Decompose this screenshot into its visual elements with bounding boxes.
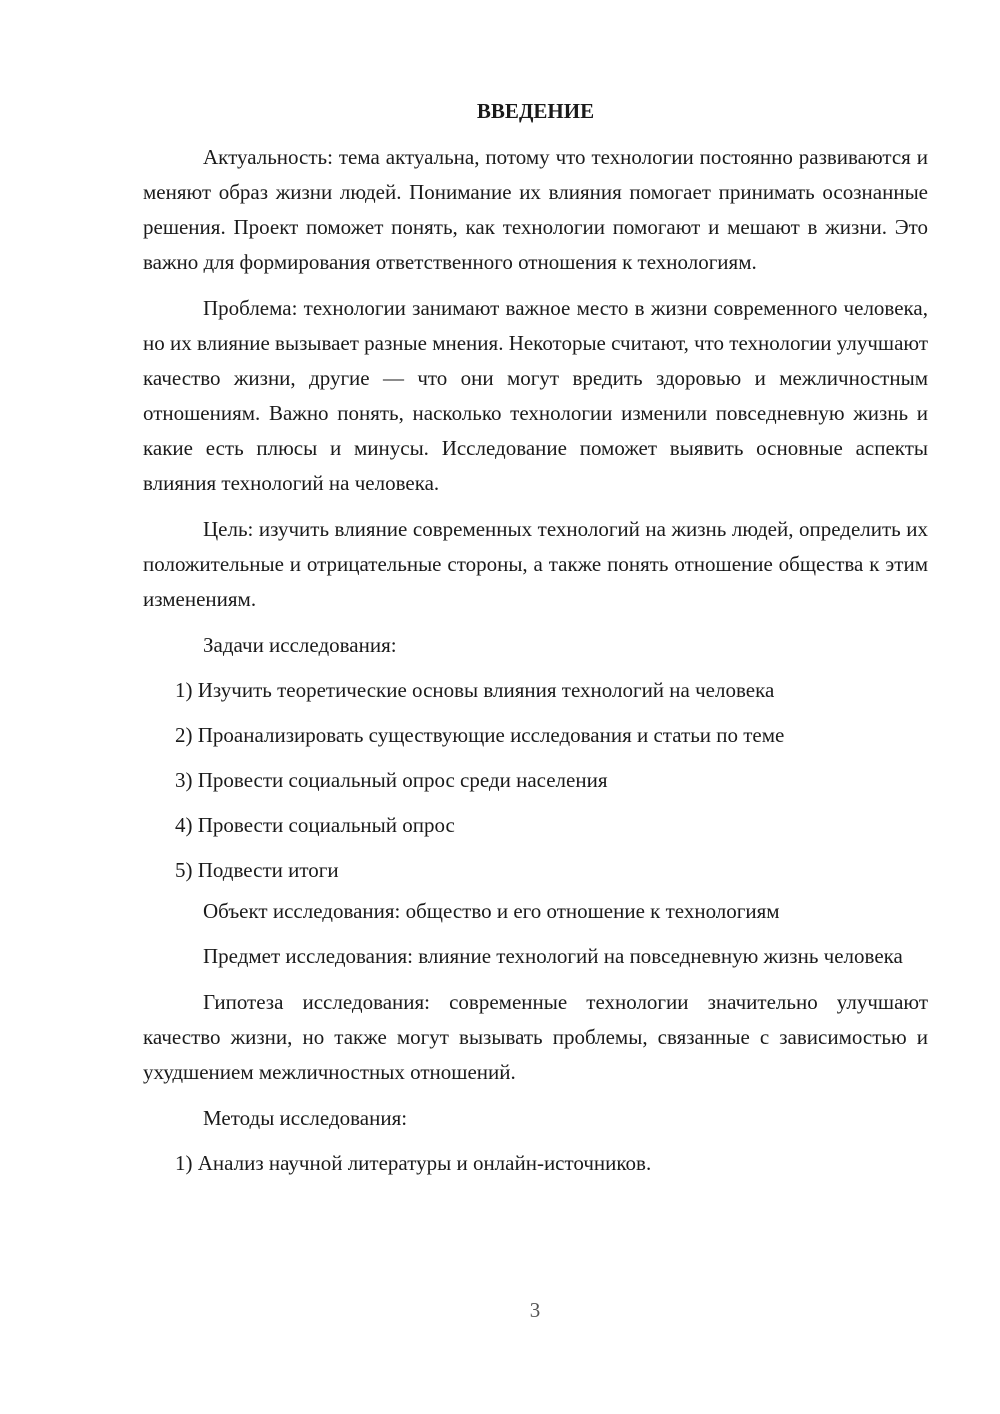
task-item: 5) Подвести итоги (175, 858, 339, 882)
methods-heading: Методы исследования: (203, 1106, 408, 1130)
subject-paragraph: Предмет исследования: влияние технологий на повседневную жизнь человека (203, 944, 903, 968)
section-title: ВВЕДЕНИЕ (476, 99, 595, 123)
task-item: 3) Провести социальный опрос среди населения (175, 768, 608, 792)
tasks-heading: Задачи исследования: (203, 633, 397, 657)
task-item: 2) Проанализировать существующие исследования и статьи по теме (175, 723, 785, 747)
document-page (143, 96, 928, 1191)
method-item: 1) Анализ научной литературы и онлайн-источников. (175, 1151, 652, 1175)
goal-paragraph: Цель: изучить влияние современных технологий на жизнь людей, определить их положительные и отрицательные стороны, а также понять отношение общества к этим изменениям. (143, 517, 928, 611)
page-number: 3 (529, 1298, 541, 1322)
task-item: 4) Провести социальный опрос (175, 813, 455, 837)
relevance-paragraph: Актуальность: тема актуальна, потому что технологии постоянно развиваются и меняют образ жизни людей. Понимание их влияния помогает принимать осознанные решения. Проект поможет понять, как технологии помогают и мешают в жизни. Это важно для формирования ответственного отношения к технологиям. (143, 145, 928, 274)
hypothesis-paragraph: Гипотеза исследования: современные технологии значительно улучшают качество жизни, но также могут вызывать проблемы, связанные с зависимостью и ухудшением межличностных отношений. (143, 990, 928, 1084)
object-paragraph: Объект исследования: общество и его отношение к технологиям (203, 899, 780, 923)
task-item: 1) Изучить теоретические основы влияния технологий на человека (175, 678, 775, 702)
problem-paragraph: Проблема: технологии занимают важное место в жизни современного человека, но их влияние вызывает разные мнения. Некоторые считают, что технологии улучшают качество жизни, другие — что они могут вредить здоровью и межличностным отношениям. Важно понять, насколько технологии изменили повседневную жизнь и какие есть плюсы и минусы. Исследование поможет выявить основные аспекты влияния технологий на человека. (143, 296, 928, 495)
